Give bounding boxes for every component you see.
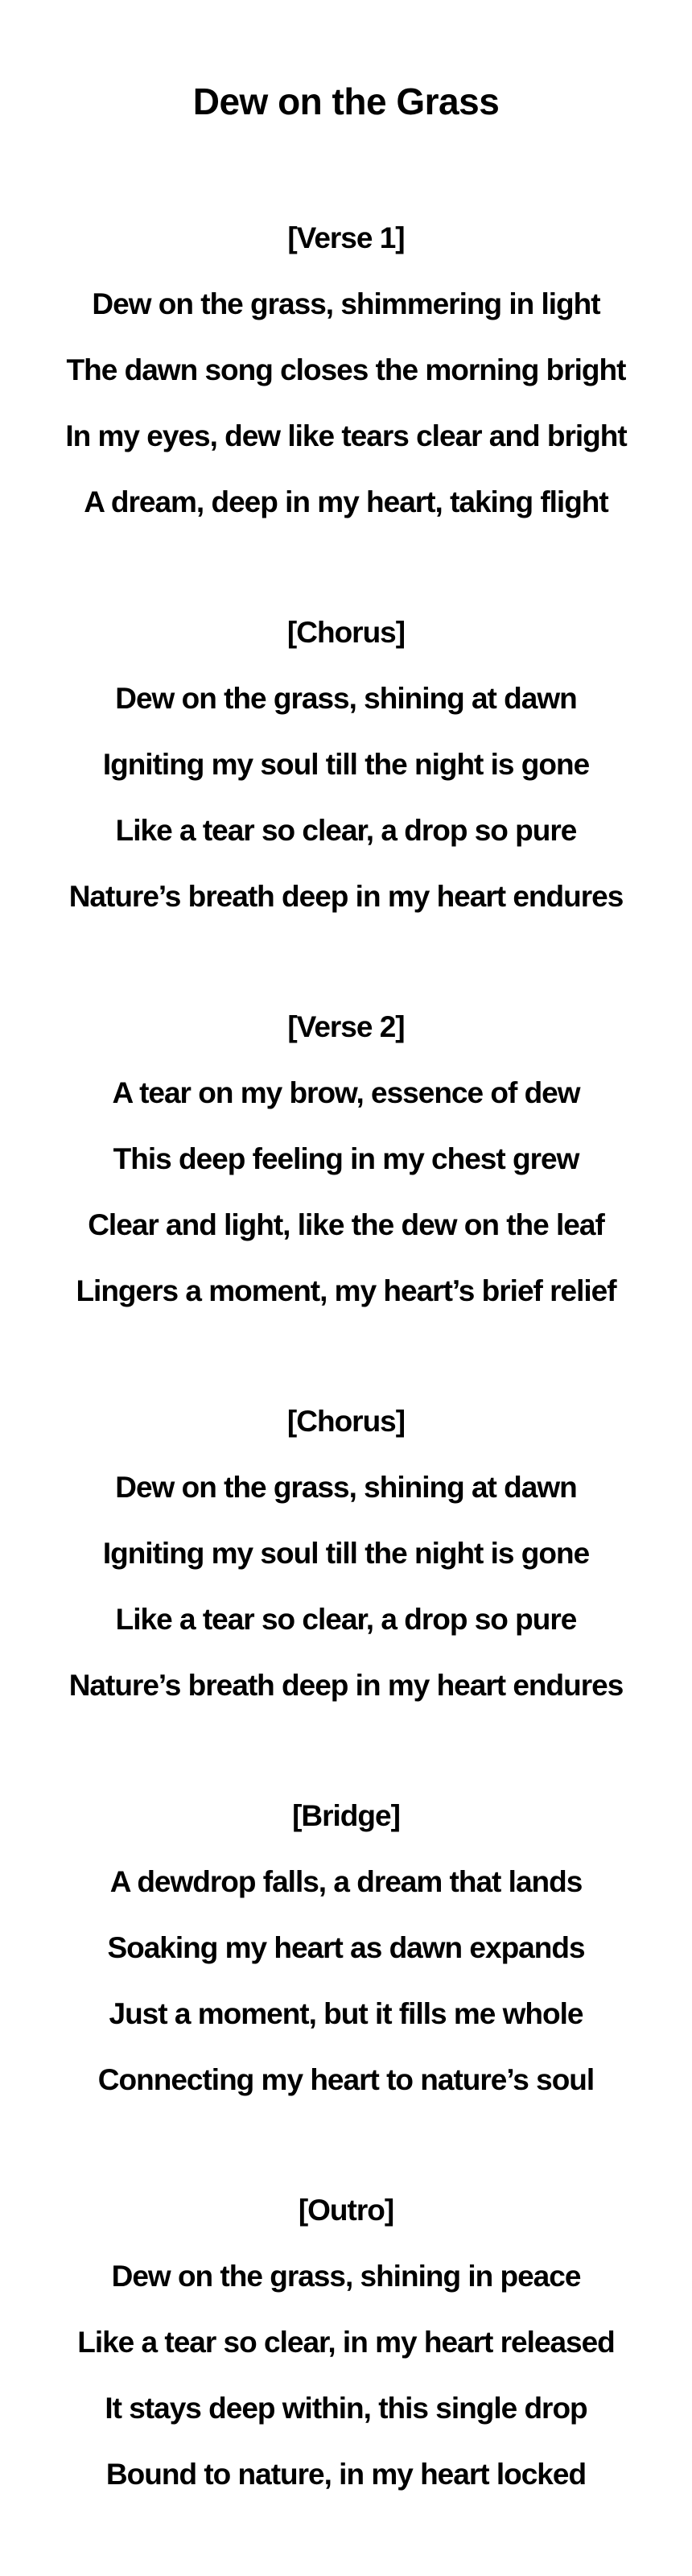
section-header: [Verse 2]	[287, 1009, 405, 1043]
lyric-line: Soaking my heart as dawn expands	[107, 1930, 585, 1964]
lyric-line: A dewdrop falls, a dream that lands	[109, 1864, 583, 1898]
lyrics-section	[0, 1783, 692, 2113]
lyric-line: Dew on the grass, shining in peace	[111, 2259, 581, 2293]
lyric-line: Connecting my heart to nature’s soul	[97, 2062, 595, 2096]
lyric-line: Igniting my soul till the night is gone	[102, 1536, 590, 1570]
lyrics-section	[0, 600, 692, 930]
lyric-line: Nature’s breath deep in my heart endures	[68, 879, 624, 913]
section-header: [Verse 1]	[287, 221, 405, 254]
lyric-line: Nature’s breath deep in my heart endures	[68, 1668, 624, 1702]
lyric-line: It stays deep within, this single drop	[105, 2391, 587, 2425]
section-header: [Chorus]	[286, 1404, 406, 1438]
lyric-line: Like a tear so clear, a drop so pure	[115, 813, 577, 847]
lyrics-section	[0, 1389, 692, 1719]
lyric-line: Dew on the grass, shining at dawn	[115, 681, 577, 715]
section-header: [Outro]	[298, 2193, 394, 2227]
lyric-line: The dawn song closes the morning bright	[66, 353, 626, 386]
lyric-line: Dew on the grass, shining at dawn	[115, 1470, 577, 1504]
lyric-line: Dew on the grass, shimmering in light	[92, 287, 600, 320]
section-header: [Chorus]	[286, 615, 406, 649]
lyric-line: Like a tear so clear, in my heart released	[77, 2325, 615, 2359]
lyric-line: A tear on my brow, essence of dew	[112, 1075, 580, 1109]
lyric-line: Clear and light, like the dew on the leaf	[88, 1208, 604, 1241]
lyric-line: Just a moment, but it fills me whole	[109, 1996, 583, 2030]
lyric-line: Igniting my soul till the night is gone	[102, 747, 590, 781]
song-title: Dew on the Grass	[192, 80, 500, 122]
lyric-line: A dream, deep in my heart, taking flight	[84, 485, 608, 518]
lyric-line: Like a tear so clear, a drop so pure	[115, 1602, 577, 1636]
lyrics-section	[0, 2178, 692, 2508]
lyric-line: Lingers a moment, my heart’s brief relief	[76, 1274, 616, 1307]
lyrics-section	[0, 205, 692, 535]
lyric-line: Bound to nature, in my heart locked	[105, 2457, 587, 2491]
lyric-line: This deep feeling in my chest grew	[113, 1141, 579, 1175]
lyrics-sections	[0, 205, 692, 2508]
lyric-line: In my eyes, dew like tears clear and bright	[65, 419, 627, 452]
lyrics-section	[0, 994, 692, 1324]
section-header: [Bridge]	[292, 1798, 400, 1832]
